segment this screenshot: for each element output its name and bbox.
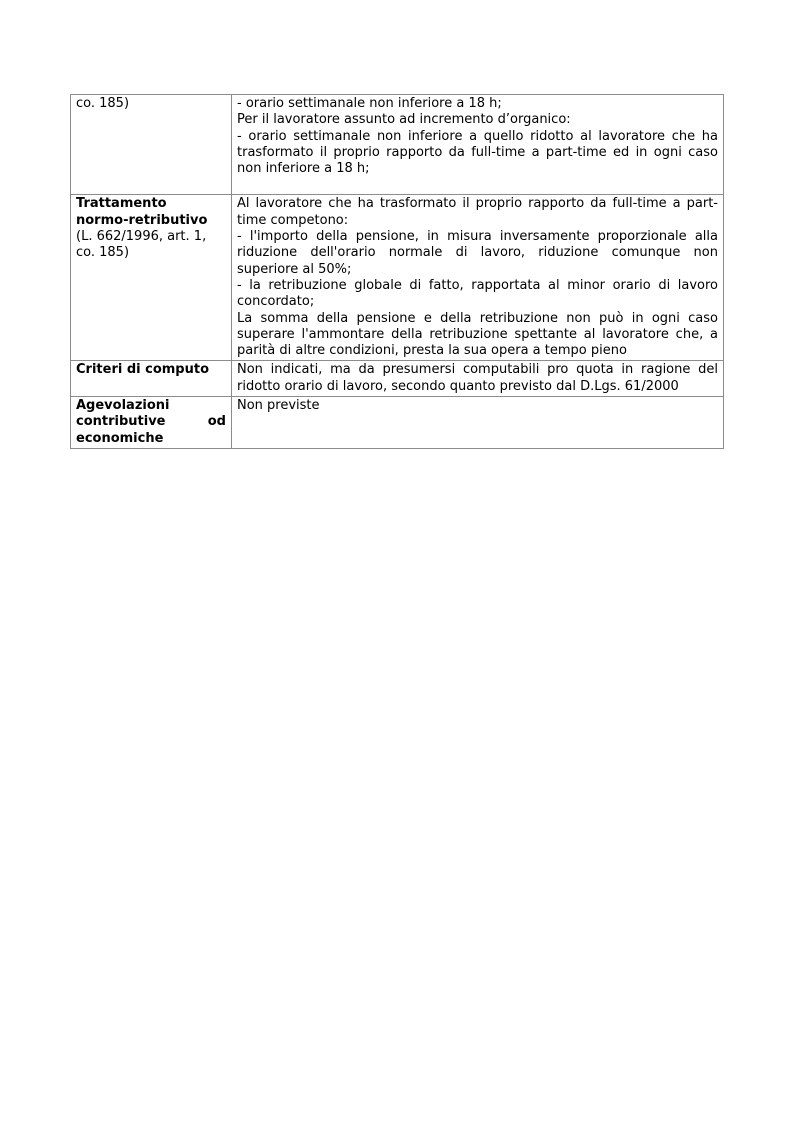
content-line: - l'importo della pensione, in misura inversamente proporzionale alla (237, 229, 718, 245)
label-line-bold: contributive od (76, 414, 226, 430)
content-line: superiore al 50%; (237, 261, 352, 277)
table-row (71, 361, 724, 397)
content-line: - orario settimanale non inferiore a 18 h; (237, 96, 502, 111)
row-label-cell (71, 195, 232, 361)
content-line: non inferiore a 18 h; (237, 161, 370, 177)
row-label-cell (71, 397, 232, 449)
label-line: co. 185) (76, 96, 130, 111)
table-row (71, 195, 724, 361)
table-row (71, 397, 724, 449)
cell-spacer (237, 177, 718, 193)
content-line: - la retribuzione globale di fatto, rapportata al minor orario di lavoro (237, 277, 718, 293)
content-line: La somma della pensione e della retribuzione non può in ogni caso (237, 310, 718, 326)
row-content-cell (232, 95, 724, 195)
content-line: superare l'ammontare della retribuzione spettante al lavoratore che, a (237, 326, 718, 342)
content-line: Per il lavoratore assunto ad incremento d’organico: (237, 112, 571, 128)
label-line-bold: economiche (76, 430, 164, 446)
content-line: - orario settimanale non inferiore a quello ridotto al lavoratore che ha (237, 128, 718, 144)
content-line: parità di altre condizioni, presta la sua opera a tempo pieno (237, 343, 627, 359)
label-line-bold: Trattamento (76, 196, 167, 212)
content-line: Al lavoratore che ha trasformato il proprio rapporto da full-time a part- (237, 196, 718, 212)
content-line: riduzione dell'orario normale di lavoro, riduzione comunque non (237, 245, 718, 261)
label-line-bold: Criteri di computo (76, 362, 210, 378)
content-line: time competono: (237, 212, 349, 228)
regulation-table (70, 94, 724, 449)
row-content-cell (232, 361, 724, 397)
table-row (71, 95, 724, 195)
content-line: ridotto orario di lavoro, secondo quanto previsto dal D.Lgs. 61/2000 (237, 378, 679, 394)
row-content-cell (232, 195, 724, 361)
content-line: Non previste (237, 398, 320, 414)
row-content-cell (232, 397, 724, 449)
table-body (71, 95, 724, 449)
content-line: trasformato il proprio rapporto da full-time a part-time ed in ogni caso (237, 144, 718, 160)
row-label-cell (71, 361, 232, 397)
label-line-bold: Agevolazioni (76, 398, 170, 414)
row-label-cell (71, 95, 232, 195)
content-line: Non indicati, ma da presumersi computabili pro quota in ragione del (237, 362, 718, 378)
label-line: co. 185) (76, 245, 130, 261)
label-line-bold: normo-retributivo (76, 212, 208, 228)
content-line: concordato; (237, 294, 315, 310)
label-line: (L. 662/1996, art. 1, (76, 229, 207, 245)
